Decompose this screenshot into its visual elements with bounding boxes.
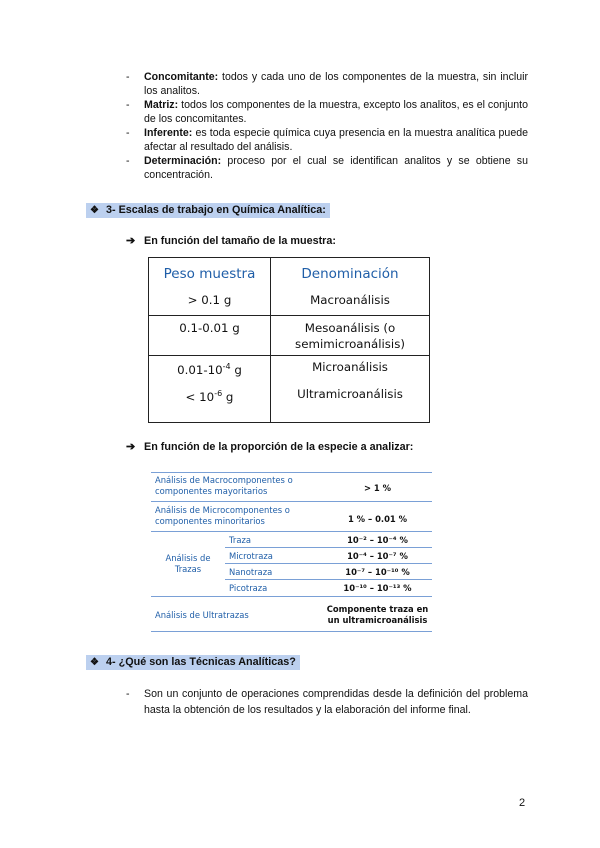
term-label: Determinación: (144, 155, 222, 167)
picotrace-label: Picotraza (229, 583, 268, 593)
page-number: 2 (519, 797, 526, 809)
weight-cell: 0.1-0.01 g (179, 321, 240, 335)
section-4-title: 4- ¿Qué son las Técnicas Analíticas? (106, 656, 296, 668)
trace-group-label (151, 553, 225, 574)
subsection-sample-size (126, 234, 336, 247)
table-divider (225, 563, 432, 564)
dash-bullet: - (126, 99, 130, 111)
definitions-list (126, 71, 528, 183)
list-item (126, 155, 528, 182)
table-divider (149, 355, 429, 356)
section-3-title: 3- Escalas de trabajo en Química Analítica: (106, 204, 326, 216)
denomination-line: semimicroanálisis) (295, 337, 405, 351)
table-divider (149, 315, 429, 316)
list-item (126, 99, 528, 126)
table-divider (151, 596, 432, 597)
nanotrace-label: Nanotraza (229, 567, 273, 577)
label-line: componentes minoritarios (155, 515, 265, 526)
macro-value: > 1 % (363, 483, 392, 493)
micro-label (155, 505, 325, 526)
weight-cell (149, 359, 270, 378)
list-item (126, 71, 528, 98)
weight-base: 0.01-10 (177, 362, 223, 377)
diamond-bullet-icon: ❖ (90, 657, 99, 668)
trace-label: Traza (229, 535, 251, 545)
nanotrace-value: 10⁻⁷ – 10⁻¹⁰ % (345, 567, 410, 577)
weight-cell (149, 386, 270, 405)
definition-text: todos y cada uno de los componentes de la muestra, sin incluir los analitos. (144, 71, 528, 97)
ultratrace-value (323, 604, 432, 625)
weight-unit: g (222, 389, 234, 404)
picotrace-value: 10⁻¹⁰ – 10⁻¹³ % (343, 583, 412, 593)
table-divider (151, 531, 432, 532)
label-line: Análisis de Microcomponentes o (155, 505, 290, 515)
microtrace-label: Microtraza (229, 551, 273, 561)
section-3-heading (86, 203, 330, 218)
value-line: Componente traza en (326, 604, 429, 614)
section-4-paragraph (126, 687, 528, 718)
subsection-title: En función de la proporción de la especie a analizar: (144, 441, 414, 453)
weight-base: < 10 (185, 389, 215, 404)
subsection-proportion (126, 440, 413, 453)
dash-bullet: - (126, 155, 130, 167)
trace-value: 10⁻² – 10⁻⁴ % (347, 535, 408, 545)
term-label: Concomitante: (144, 71, 219, 83)
micro-value: 1 % – 0.01 % (347, 514, 408, 524)
label-line: Análisis de Macrocomponentes o (155, 475, 293, 485)
denomination-cell: Ultramicroanálisis (297, 387, 403, 401)
denomination-cell: Macroanálisis (310, 293, 390, 307)
weight-cell: > 0.1 g (187, 293, 232, 307)
table-divider (151, 472, 432, 473)
denomination-line: Mesoanálisis (o (304, 321, 396, 335)
term-label: Inferente: (144, 127, 193, 139)
paragraph-text: Son un conjunto de operaciones comprendidas desde la definición del problema hasta la obtención de los resultados y la elaboración del informe final. (144, 688, 528, 716)
table-divider (151, 631, 432, 632)
denomination-cell: Microanálisis (312, 360, 388, 374)
header-denomination: Denominación (301, 266, 399, 282)
dash-bullet: - (126, 127, 130, 139)
arrow-right-icon: ➔ (126, 235, 136, 247)
diamond-bullet-icon: ❖ (90, 205, 99, 216)
definition-text: todos los componentes de la muestra, excepto los analitos, es el conjunto de los concomitantes. (144, 99, 528, 125)
table-divider (151, 501, 432, 502)
subsection-title: En función del tamaño de la muestra: (144, 235, 336, 247)
ultratrace-label: Análisis de Ultratrazas (155, 610, 249, 620)
dash-bullet: - (126, 71, 130, 83)
definition-text: es toda especie química cuya presencia en la muestra analítica puede afectar al resultado del análisis. (144, 127, 528, 153)
label-line: componentes mayoritarios (155, 485, 268, 496)
header-sample-weight: Peso muestra (163, 266, 256, 282)
dash-bullet: - (126, 688, 130, 700)
label-line: Trazas (174, 563, 202, 574)
definition-text: proceso por el cual se identifican analitos y se obtiene su concentración. (144, 155, 528, 181)
denomination-cell (271, 320, 429, 352)
weight-unit: g (230, 362, 242, 377)
weight-exponent: -4 (222, 362, 231, 371)
microtrace-value: 10⁻⁴ – 10⁻⁷ % (347, 551, 408, 561)
weight-exponent: -6 (214, 389, 223, 398)
list-item (126, 127, 528, 154)
table-divider (225, 579, 432, 580)
value-line: un ultramicroanálisis (327, 614, 428, 625)
sample-size-table (148, 257, 430, 423)
arrow-right-icon: ➔ (126, 441, 136, 453)
term-label: Matriz: (144, 99, 179, 111)
macro-label (155, 475, 325, 496)
table-divider (225, 547, 432, 548)
section-4-heading (86, 655, 300, 670)
label-line: Análisis de (165, 553, 211, 563)
